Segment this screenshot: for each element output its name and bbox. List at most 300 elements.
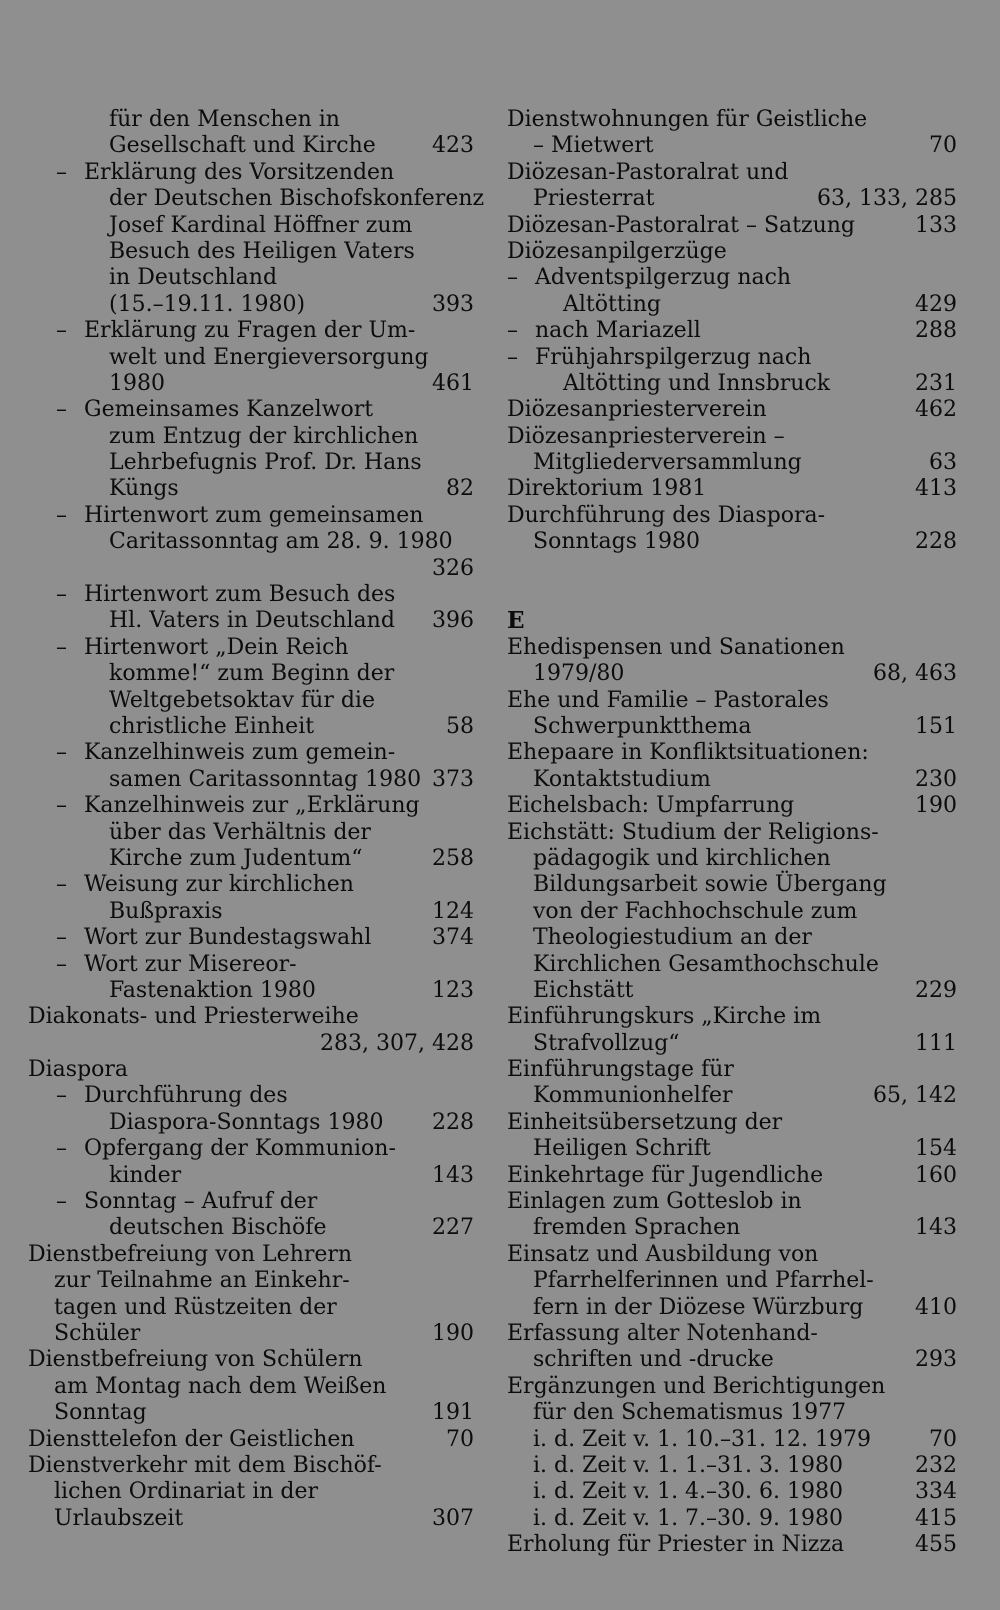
page-number: 111 [915, 1030, 957, 1056]
entry-text: Sonntag [54, 1400, 147, 1426]
entry-line [28, 1400, 474, 1426]
entry-text: Ehe und Familie – Pastorales [507, 687, 829, 713]
index-entry [28, 107, 474, 160]
page-number: 63, 133, 285 [817, 186, 957, 212]
entry-line [28, 318, 474, 344]
entry-line [507, 1215, 957, 1241]
entry-line [507, 1110, 957, 1136]
entry-line [507, 476, 957, 502]
entry-text: Direktorium 1981 [507, 476, 707, 502]
entry-line [28, 1506, 474, 1532]
index-entry [507, 1004, 957, 1057]
index-subentry [28, 925, 474, 951]
entry-line [507, 292, 957, 318]
page-number: 455 [915, 1532, 957, 1558]
entry-line [507, 1321, 957, 1347]
entry-text: Sonntags 1980 [533, 529, 700, 555]
index-entry [28, 1242, 474, 1348]
page-number: 231 [915, 370, 957, 396]
entry-line [28, 503, 474, 529]
entry-text: fern in der Diözese Würzburg [533, 1294, 864, 1320]
page-number: 68, 463 [873, 661, 957, 687]
entry-line [507, 1347, 957, 1373]
entry-text: Wort zur Bundestagswahl [84, 925, 372, 951]
entry-text: Hirtenwort „Dein Reich [84, 634, 349, 660]
entry-line [507, 397, 957, 423]
entry-text: Hl. Vaters in Deutschland [109, 608, 395, 634]
page-number: 396 [432, 608, 474, 634]
page-number: 123 [432, 977, 474, 1003]
entry-line [507, 1163, 957, 1189]
entry-text: Dienstwohnungen für Geistliche [507, 107, 868, 132]
entry-line [28, 661, 474, 687]
page-number: 413 [915, 476, 957, 502]
entry-line [28, 872, 474, 898]
entry-text: Hirtenwort zum Besuch des [84, 582, 396, 608]
spacer [507, 582, 957, 608]
entry-line [28, 793, 474, 819]
entry-text: Durchführung des [84, 1083, 288, 1109]
entry-text: – Mietwert [533, 133, 654, 159]
entry-line [28, 1163, 474, 1189]
index-subentry [28, 1136, 474, 1189]
entry-line [507, 345, 957, 371]
entry-line [507, 1004, 957, 1030]
entry-text: Eichelsbach: Umpfarrung [507, 793, 795, 819]
entry-line [28, 1453, 474, 1479]
entry-line [28, 688, 474, 714]
page-number: 423 [432, 133, 474, 159]
page-number: 230 [915, 766, 957, 792]
entry-line [507, 740, 957, 766]
entry-line [507, 1427, 957, 1453]
entry-text: kinder [109, 1162, 182, 1188]
entry-text: Pfarrhelferinnen und Pfarrhel- [533, 1268, 874, 1294]
entry-line [507, 186, 957, 212]
page-number: 307 [432, 1505, 474, 1531]
entry-line [507, 503, 957, 529]
entry-line [507, 1242, 957, 1268]
entry-text: Einlagen zum Gotteslob in [507, 1189, 802, 1215]
index-subentry [28, 582, 474, 635]
entry-text: Gesellschaft und Kirche [109, 133, 376, 159]
index-subentry [507, 318, 957, 344]
index-entry [507, 740, 957, 793]
entry-line [28, 1242, 474, 1268]
entry-line [507, 978, 957, 1004]
entry-line [507, 160, 957, 186]
index-entry [507, 820, 957, 1005]
entry-text: i. d. Zeit v. 1. 1.–31. 3. 1980 [533, 1452, 843, 1478]
entry-text: Opfergang der Kommunion- [84, 1136, 396, 1162]
entry-text: Adventspilgerzug nach [535, 265, 792, 291]
entry-text: Altötting und Innsbruck [563, 370, 831, 396]
entry-line [28, 1136, 474, 1162]
index-subentry [28, 635, 474, 741]
entry-text: Ehedispensen und Sanationen [507, 634, 845, 660]
entry-text: Fastenaktion 1980 [109, 977, 316, 1003]
entry-line [28, 767, 474, 793]
page-number: 461 [432, 370, 474, 396]
entry-text: Sonntag – Aufruf der [84, 1189, 318, 1215]
entry-text: Diensttelefon der Geistlichen [28, 1426, 355, 1452]
dash-marker: – [56, 1136, 67, 1162]
entry-text: Besuch des Heiligen Vaters [109, 238, 415, 264]
page-number: 415 [915, 1505, 957, 1531]
index-entry [507, 1242, 957, 1321]
section-letter-heading: E [507, 607, 525, 635]
entry-line [28, 133, 474, 159]
entry-line [507, 529, 957, 555]
index-entry [507, 397, 957, 423]
entry-line [507, 424, 957, 450]
index-entry [28, 1453, 474, 1532]
entry-line [28, 1189, 474, 1215]
entry-text: Schüler [54, 1320, 141, 1346]
dash-marker: – [56, 159, 67, 185]
index-entry [507, 424, 957, 477]
dash-marker: – [56, 1189, 67, 1215]
entry-text: Dienstbefreiung von Lehrern [28, 1241, 353, 1267]
entry-text: der Deutschen Bischofskonferenz [109, 186, 485, 212]
entry-line [28, 292, 474, 318]
dash-marker: – [56, 740, 67, 766]
index-entry [507, 1321, 957, 1374]
page-number: 462 [915, 397, 957, 423]
entry-line [507, 371, 957, 397]
entry-line [28, 345, 474, 371]
page-number: 191 [432, 1400, 474, 1426]
index-entry [507, 1110, 957, 1163]
entry-text: zur Teilnahme an Einkehr- [54, 1268, 350, 1294]
entry-line [28, 265, 474, 291]
entry-line [28, 450, 474, 476]
entry-text: Küngs [109, 476, 179, 502]
dash-marker: – [507, 344, 518, 370]
entry-text: welt und Energieversorgung [109, 344, 429, 370]
page-number: 228 [915, 529, 957, 555]
index-subentry [28, 503, 474, 582]
entry-line [507, 265, 957, 291]
index-subentry [28, 740, 474, 793]
entry-text: 1980 [109, 370, 165, 396]
dash-marker: – [56, 318, 67, 344]
index-entry [28, 1427, 474, 1453]
entry-text: Erklärung des Vorsitzenden [84, 159, 395, 185]
page-number: 429 [915, 291, 957, 317]
page-number: 229 [915, 977, 957, 1003]
entry-line [507, 1532, 957, 1558]
index-entry [507, 635, 957, 688]
entry-text: am Montag nach dem Weißen [54, 1373, 387, 1399]
entry-text: Diözesanpriesterverein – [507, 423, 785, 449]
entry-text: Frühjahrspilgerzug nach [535, 344, 812, 370]
entry-line [28, 1295, 474, 1321]
entry-text: Diözesanpriesterverein [507, 397, 767, 423]
entry-line [28, 1347, 474, 1373]
index-entry [507, 1163, 957, 1189]
entry-line [507, 793, 957, 819]
entry-text: Einführungskurs „Kirche im [507, 1004, 822, 1030]
page-number: 283, 307, 428 [320, 1030, 474, 1056]
entry-line [507, 450, 957, 476]
page-number: 393 [432, 291, 474, 317]
entry-line [507, 1057, 957, 1083]
entry-text: Diözesan-Pastoralrat und [507, 159, 789, 185]
page-number: 326 [432, 555, 474, 581]
index-entry [507, 688, 957, 741]
entry-text: Einheitsübersetzung der [507, 1109, 783, 1135]
entry-text: Kirche zum Judentum“ [109, 845, 363, 871]
entry-line [507, 1031, 957, 1057]
entry-line [507, 688, 957, 714]
index-subentry [28, 952, 474, 1005]
entry-line [28, 740, 474, 766]
entry-text: Diakonats- und Priesterweihe [28, 1004, 359, 1030]
entry-line [28, 714, 474, 740]
index-subentry [28, 318, 474, 397]
entry-text: Caritassonntag am 28. 9. 1980 [109, 529, 453, 555]
entry-text: Strafvollzug“ [533, 1030, 680, 1056]
entry-line [507, 1083, 957, 1109]
entry-line [28, 529, 474, 555]
entry-line [28, 925, 474, 951]
entry-line [507, 1374, 957, 1400]
entry-text: Erholung für Priester in Nizza [507, 1532, 845, 1558]
page-number: 143 [915, 1215, 957, 1241]
entry-text: Erfassung alter Notenhand- [507, 1320, 818, 1346]
page-number: 82 [446, 476, 474, 502]
index-subentry [28, 1189, 474, 1242]
page-number: 154 [915, 1136, 957, 1162]
entry-text: i. d. Zeit v. 1. 7.–30. 9. 1980 [533, 1505, 843, 1531]
entry-line [28, 424, 474, 450]
entry-text: Lehrbefugnis Prof. Dr. Hans [109, 450, 422, 476]
entry-text: Schwerpunktthema [533, 713, 752, 739]
entry-line [28, 239, 474, 265]
page-number: 334 [915, 1479, 957, 1505]
entry-line [507, 1506, 957, 1532]
entry-line [28, 1031, 474, 1057]
entry-text: Weltgebetsoktav für die [109, 687, 375, 713]
index-entry [507, 1374, 957, 1532]
entry-line [28, 160, 474, 186]
entry-line [28, 1057, 474, 1083]
index-entry [28, 1057, 474, 1083]
entry-line [28, 1479, 474, 1505]
entry-text: i. d. Zeit v. 1. 10.–31. 12. 1979 [533, 1426, 871, 1452]
entry-text: samen Caritassonntag 1980 [109, 766, 422, 792]
entry-text: Einsatz und Ausbildung von [507, 1241, 819, 1267]
entry-line [28, 1004, 474, 1030]
entry-line [507, 714, 957, 740]
dash-marker: – [507, 265, 518, 291]
entry-text: Einführungstage für [507, 1057, 734, 1083]
dash-marker: – [56, 793, 67, 819]
entry-text: lichen Ordinariat in der [54, 1479, 319, 1505]
entry-text: tagen und Rüstzeiten der [54, 1294, 337, 1320]
entry-text: Bußpraxis [109, 898, 223, 924]
entry-line [507, 846, 957, 872]
index-entry [507, 239, 957, 265]
index-subentry [28, 159, 485, 318]
page-number: 258 [432, 845, 474, 871]
entry-text: über das Verhältnis der [109, 819, 371, 845]
page-number: 160 [915, 1162, 957, 1188]
entry-line [28, 556, 474, 582]
entry-text: Kanzelhinweis zur „Erklärung [84, 793, 420, 819]
entry-text: (15.–19.11. 1980) [109, 291, 306, 317]
entry-line [507, 820, 957, 846]
index-subentry [28, 1083, 474, 1136]
page-number: 133 [915, 212, 957, 238]
entry-text: Bildungsarbeit sowie Übergang [533, 872, 887, 898]
index-entry [507, 213, 957, 239]
entry-text: Diözesan-Pastoralrat – Satzung [507, 212, 856, 238]
entry-line [28, 952, 474, 978]
entry-line [507, 1400, 957, 1426]
dash-marker: – [56, 1083, 67, 1109]
dash-marker: – [56, 502, 67, 528]
entry-line [507, 952, 957, 978]
spacer [507, 556, 957, 582]
entry-line [507, 213, 957, 239]
index-subentry [507, 345, 957, 398]
page-number: 190 [432, 1320, 474, 1346]
entry-text: 1979/80 [533, 661, 625, 687]
entry-text: für den Menschen in [109, 107, 340, 132]
entry-line [507, 925, 957, 951]
page-number: 373 [432, 766, 474, 792]
entry-line [507, 1453, 957, 1479]
index-entry [28, 1347, 474, 1426]
entry-line [28, 1321, 474, 1347]
entry-line [28, 1427, 474, 1453]
entry-line [507, 661, 957, 687]
page-number: 293 [915, 1347, 957, 1373]
entry-text: Eichstätt [533, 977, 634, 1003]
entry-text: komme!“ zum Beginn der [109, 661, 395, 687]
page-number: 374 [432, 925, 474, 951]
index-entry [507, 503, 957, 556]
entry-line [507, 318, 957, 344]
entry-line [28, 978, 474, 1004]
entry-line [28, 1215, 474, 1241]
index-entry [507, 476, 957, 502]
entry-text: Kommunionhelfer [533, 1083, 733, 1109]
index-entry [507, 1189, 957, 1242]
entry-text: Eichstätt: Studium der Religions- [507, 819, 879, 845]
entry-text: Ehepaare in Konfliktsituationen: [507, 740, 869, 766]
entry-text: Durchführung des Diaspora- [507, 502, 826, 528]
page-number: 70 [929, 1426, 957, 1452]
page-number: 65, 142 [873, 1083, 957, 1109]
page-number: 232 [915, 1452, 957, 1478]
left-column [28, 107, 485, 1532]
entry-text: Urlaubszeit [54, 1505, 184, 1531]
entry-text: i. d. Zeit v. 1. 4.–30. 6. 1980 [533, 1479, 843, 1505]
entry-text: Wort zur Misereor- [84, 951, 297, 977]
entry-text: Priesterrat [533, 186, 655, 212]
entry-text: Diaspora [28, 1057, 129, 1083]
entry-text: Kontaktstudium [533, 766, 711, 792]
entry-line [28, 820, 474, 846]
entry-line [28, 186, 485, 212]
entry-text: pädagogik und kirchlichen [533, 845, 831, 871]
entry-text: Theologiestudium an der [533, 925, 812, 951]
entry-text: christliche Einheit [109, 713, 315, 739]
entry-line [507, 239, 957, 265]
right-column [507, 107, 957, 1558]
entry-text: in Deutschland [109, 265, 278, 291]
entry-line [507, 635, 957, 661]
dash-marker: – [56, 582, 67, 608]
index-subentry [28, 872, 474, 925]
entry-text: Hirtenwort zum gemeinsamen [84, 502, 424, 528]
page-number: 410 [915, 1294, 957, 1320]
page-number: 143 [432, 1162, 474, 1188]
entry-line [507, 107, 957, 133]
entry-text: deutschen Bischöfe [109, 1215, 327, 1241]
index-subentry [28, 793, 474, 872]
entry-text: Einkehrtage für Jugendliche [507, 1162, 824, 1188]
entry-line [507, 133, 957, 159]
entry-line [28, 397, 474, 423]
index-entry [507, 160, 957, 213]
index-entry [507, 107, 957, 160]
entry-line [507, 1136, 957, 1162]
page-number: 58 [446, 713, 474, 739]
entry-text: Altötting [563, 291, 661, 317]
entry-line [507, 1268, 957, 1294]
entry-line [28, 371, 474, 397]
dash-marker: – [56, 925, 67, 951]
entry-text: zum Entzug der kirchlichen [109, 423, 419, 449]
entry-line [507, 1295, 957, 1321]
entry-line [507, 1189, 957, 1215]
dash-marker: – [56, 872, 67, 898]
entry-line [28, 1083, 474, 1109]
entry-line [28, 899, 474, 925]
dash-marker: – [56, 634, 67, 660]
entry-line [507, 1479, 957, 1505]
index-entry [507, 793, 957, 819]
page-number: 228 [432, 1109, 474, 1135]
entry-line [28, 608, 474, 634]
dash-marker: – [56, 397, 67, 423]
entry-line [28, 1268, 474, 1294]
entry-text: Diaspora-Sonntags 1980 [109, 1109, 384, 1135]
entry-text: Kanzelhinweis zum gemein- [84, 740, 396, 766]
entry-text: Dienstbefreiung von Schülern [28, 1347, 363, 1373]
entry-text: Kirchlichen Gesamthochschule [533, 951, 879, 977]
entry-line [507, 872, 957, 898]
page-number: 124 [432, 898, 474, 924]
entry-text: Josef Kardinal Höffner zum [109, 212, 413, 238]
index-entry [507, 1532, 957, 1558]
entry-line [28, 635, 474, 661]
page-number: 63 [929, 450, 957, 476]
entry-line [28, 476, 474, 502]
entry-line [28, 582, 474, 608]
entry-text: Mitgliederversammlung [533, 450, 802, 476]
entry-text: Dienstverkehr mit dem Bischöf- [28, 1452, 382, 1478]
entry-text: Diözesanpilgerzüge [507, 238, 727, 264]
page-number: 227 [432, 1215, 474, 1241]
entry-line [28, 1110, 474, 1136]
entry-text: fremden Sprachen [533, 1215, 741, 1241]
index-subentry [507, 265, 957, 318]
